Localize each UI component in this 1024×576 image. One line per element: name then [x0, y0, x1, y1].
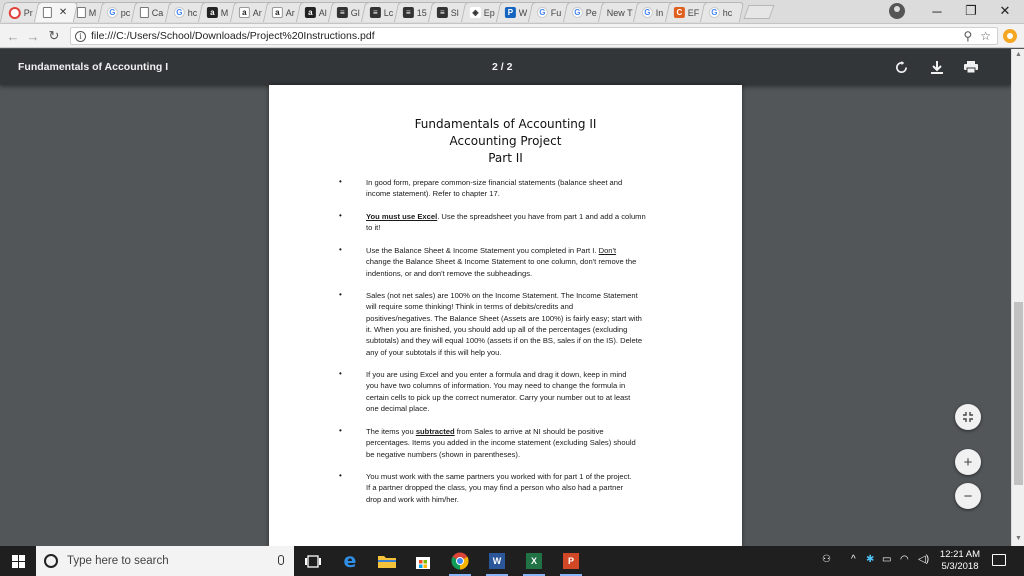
- calculator-icon: ≡: [437, 7, 448, 18]
- list-item-line: be negative numbers (shown in parentheses).: [366, 449, 521, 459]
- list-item-line: Use the Balance Sheet & Income Statement you completed in Part I. Don't: [366, 246, 617, 255]
- tab-active[interactable]: [34, 2, 79, 22]
- list-item-line: certain cells to pick up the correct numerator. Carry your number out to at least: [366, 392, 631, 402]
- windows-icon: [12, 555, 25, 568]
- volume-icon[interactable]: ◁): [918, 554, 930, 565]
- google-icon: G: [537, 7, 548, 18]
- google-icon: G: [107, 7, 118, 18]
- tab-label: Ep: [483, 7, 495, 18]
- rotate-icon[interactable]: [892, 58, 910, 76]
- list-item-line: to it!: [366, 223, 381, 233]
- microphone-icon[interactable]: [278, 555, 284, 565]
- google-icon: G: [174, 7, 185, 18]
- bullet-dot: •: [339, 211, 342, 220]
- tab-label: M: [89, 7, 97, 18]
- clock[interactable]: [938, 549, 982, 573]
- bluetooth-icon[interactable]: ✱: [866, 554, 875, 565]
- document-subtitle: Accounting Project: [449, 134, 562, 148]
- bullet-dot: •: [339, 290, 342, 299]
- scrollbar-thumb[interactable]: [1014, 302, 1023, 485]
- eye-icon: ◈: [469, 7, 480, 18]
- fit-to-page-button[interactable]: [955, 404, 981, 430]
- task-view-icon[interactable]: [300, 550, 326, 572]
- people-icon[interactable]: ⚇: [822, 554, 831, 565]
- list-item-line: In good form, prepare common-size financial statements (balance sheet and: [366, 178, 623, 187]
- tab-label: EF: [687, 7, 700, 18]
- tab-label: In: [656, 7, 664, 18]
- tab-label: Ar: [252, 7, 262, 18]
- emphasis-text: You must use Excel: [366, 212, 438, 221]
- show-hidden-icons-icon[interactable]: ^: [851, 554, 856, 565]
- tab-label: Sl: [451, 7, 460, 18]
- document-part: Part II: [488, 151, 523, 165]
- word-icon[interactable]: W: [484, 550, 510, 572]
- list-item-line: positives/negatives. The Balance Sheet (Assets are 100%) is fairly easy; start with: [366, 313, 642, 323]
- bullet-dot: •: [339, 426, 342, 435]
- start-button[interactable]: [0, 546, 36, 576]
- amazon-icon: a: [272, 7, 283, 18]
- info-icon[interactable]: i: [75, 31, 86, 42]
- print-icon[interactable]: [962, 58, 980, 76]
- tab-label: Al: [318, 7, 327, 18]
- edge-icon[interactable]: e: [343, 550, 357, 572]
- document-title: Fundamentals of Accounting II: [414, 117, 597, 131]
- pdf-page: [269, 85, 742, 546]
- download-icon[interactable]: [928, 58, 946, 76]
- bullet-dot: •: [339, 471, 342, 480]
- close-window-icon[interactable]: ✕: [999, 3, 1011, 18]
- p-icon: P: [504, 7, 515, 18]
- list-item-line: If you are using Excel and you enter a formula and drag it down, keep in mind: [366, 370, 627, 379]
- calculator-icon: ≡: [337, 7, 348, 18]
- bullet-dot: •: [339, 177, 342, 186]
- list-item-line: drop and work with him/her.: [366, 494, 459, 504]
- list-item-line: You must work with the same partners you worked with for part 1 of the project.: [366, 472, 632, 481]
- tab-label: W: [518, 7, 527, 18]
- wifi-icon[interactable]: ◠: [900, 554, 909, 565]
- tab-label: 15: [417, 7, 428, 18]
- file-explorer-icon[interactable]: [374, 550, 400, 572]
- document-icon: [140, 7, 149, 18]
- emphasis-text: subtracted: [415, 427, 455, 436]
- calculator-icon: ≡: [370, 7, 381, 18]
- list-item-line: one decimal place.: [366, 403, 430, 413]
- vertical-scrollbar[interactable]: [1011, 49, 1024, 546]
- ring-icon: [9, 7, 21, 19]
- cortana-icon: [44, 554, 58, 568]
- emphasis-text: Don't: [598, 246, 617, 255]
- calculator-icon: ≡: [403, 7, 414, 18]
- tab-label: New T: [606, 7, 633, 18]
- list-item-line: If a partner dropped the class, you may find a person who also had a partner: [366, 483, 624, 493]
- taskbar-search[interactable]: [36, 546, 294, 576]
- close-icon[interactable]: ✕: [58, 7, 68, 18]
- scroll-down-icon[interactable]: ▼: [1015, 535, 1022, 542]
- tab-label: Pe: [585, 7, 597, 18]
- document-icon: [43, 7, 52, 18]
- google-icon: G: [571, 7, 582, 18]
- list-item-line: subtotals) and they will equal 100% (assets if on the BS, sales if on the IS). Delete: [366, 336, 643, 346]
- action-center-icon[interactable]: [992, 554, 1006, 566]
- star-icon[interactable]: ☆: [980, 29, 991, 43]
- list-item-line: percentages. Items you added in the income statement (excluding Sales) should: [366, 438, 636, 448]
- amazon-icon: a: [207, 7, 218, 18]
- zoom-out-button[interactable]: −: [955, 483, 981, 509]
- list-item-line: it. When you are finished, you should add up all of the percentages (excluding: [366, 324, 628, 334]
- list-item-line: you have two columns of information. You may need to change the formula in: [366, 381, 626, 391]
- google-icon: G: [709, 7, 720, 18]
- list-item-line: Sales (not net sales) are 100% on the Income Statement. The Income Statement: [366, 291, 638, 300]
- page-indicator[interactable]: 2 / 2: [492, 61, 513, 73]
- reload-icon[interactable]: ↻: [48, 28, 60, 43]
- zoom-in-button[interactable]: +: [955, 449, 981, 475]
- amazon-icon: a: [305, 7, 316, 18]
- clock-date: 5/3/2018: [941, 561, 979, 572]
- tab-label: Ca: [152, 7, 164, 18]
- search-icon[interactable]: ⚲: [963, 29, 973, 43]
- list-item-line: You must use Excel. Use the spreadsheet you have from part 1 and add a column: [366, 212, 646, 221]
- extension-icon[interactable]: [1003, 29, 1017, 43]
- url-text[interactable]: file:///C:/Users/School/Downloads/Project%20Instructions.pdf: [91, 30, 375, 42]
- clock-time: 12:21 AM: [939, 549, 981, 560]
- browser-tab-strip: [0, 0, 1024, 24]
- tab-label: Lc: [383, 7, 394, 18]
- powerpoint-icon[interactable]: P: [558, 550, 584, 572]
- bullet-dot: •: [339, 369, 342, 378]
- tab-label: hc: [723, 7, 733, 18]
- tab-label: M: [221, 7, 229, 18]
- excel-icon[interactable]: X: [521, 550, 547, 572]
- pdf-toolbar: [0, 49, 1011, 85]
- browser-toolbar: [0, 24, 1024, 48]
- search-placeholder[interactable]: Type here to search: [67, 555, 169, 567]
- list-item-line: indentions, or and don't remove the subheadings.: [366, 268, 533, 278]
- restore-icon[interactable]: ❐: [965, 3, 977, 18]
- tab-list: [2, 2, 772, 24]
- address-bar[interactable]: [70, 27, 998, 45]
- tab-21[interactable]: [700, 2, 744, 22]
- tab-label: Ar: [285, 7, 295, 18]
- list-item-line: will require some thinking! Think in terms of debits/credits and: [366, 302, 574, 312]
- chrome-icon[interactable]: [447, 550, 473, 572]
- pdf-title: Fundamentals of Accounting I: [18, 61, 169, 73]
- amazon-icon: a: [239, 7, 250, 18]
- minimize-icon[interactable]: ─: [932, 3, 942, 19]
- new-tab-button[interactable]: [743, 5, 774, 19]
- tab-label: hc: [187, 7, 198, 18]
- bullet-dot: •: [339, 245, 342, 254]
- tab-label: pc: [120, 7, 131, 18]
- store-icon[interactable]: [410, 550, 436, 572]
- back-icon[interactable]: ←: [6, 28, 20, 44]
- tab-label: Gl: [350, 7, 360, 18]
- battery-icon[interactable]: ▭: [882, 554, 892, 565]
- document-icon: [77, 7, 86, 18]
- list-item-line: change the Balance Sheet & Income Statement to one column, don't remove the: [366, 257, 637, 267]
- list-item-line: any of your subtotals if this will help you.: [366, 347, 502, 357]
- list-item-line: The items you subtracted from Sales to arrive at NI should be positive: [366, 427, 604, 436]
- c-icon: C: [674, 7, 685, 18]
- tab-label: Pr: [23, 7, 33, 18]
- scroll-up-icon[interactable]: ▲: [1015, 51, 1022, 58]
- google-icon: G: [642, 7, 653, 18]
- list-item-line: income statement). Refer to chapter 17.: [366, 189, 500, 199]
- tab-label: Fu: [550, 7, 562, 18]
- forward-icon[interactable]: →: [26, 28, 40, 44]
- windows-taskbar: [0, 546, 1024, 576]
- profile-icon[interactable]: [889, 3, 905, 19]
